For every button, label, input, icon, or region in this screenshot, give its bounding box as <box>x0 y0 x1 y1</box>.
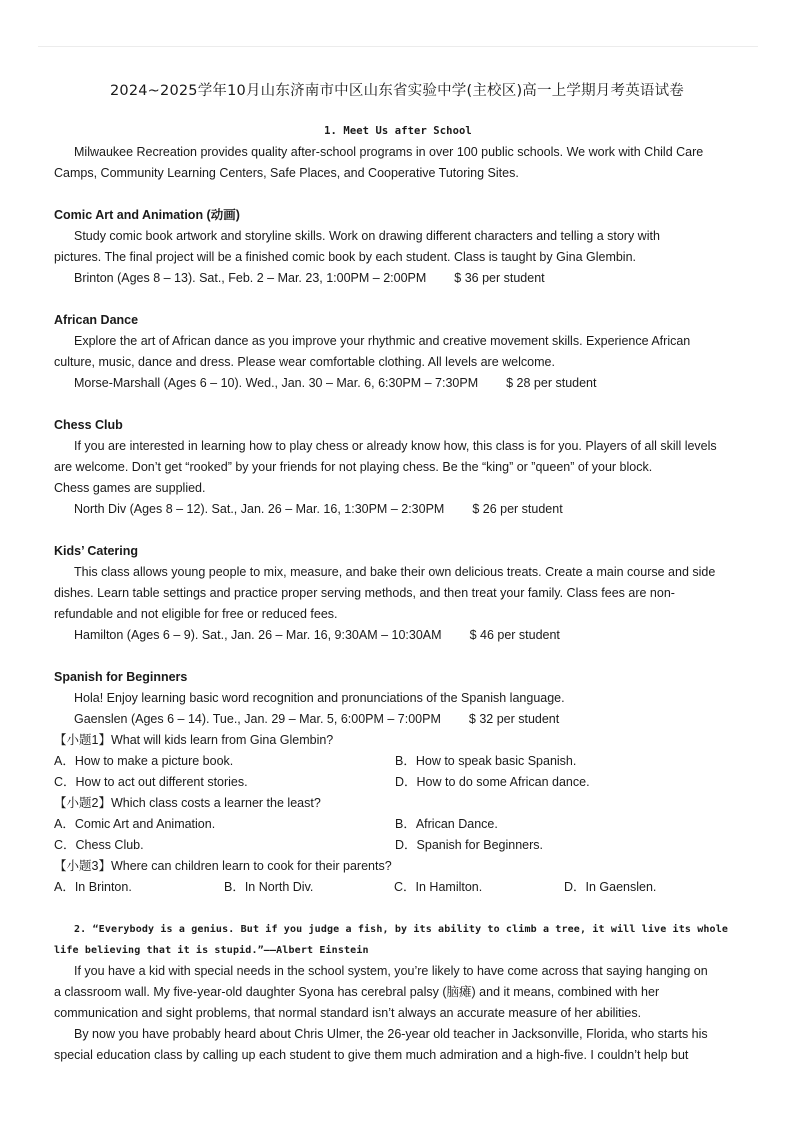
option-b: B．African Dance. <box>395 817 498 831</box>
option-c: C．In Hamilton. <box>394 880 483 894</box>
section-title-comic-art: Comic Art and Animation (动画) <box>54 208 240 222</box>
option-b: B．How to speak basic Spanish. <box>395 754 577 768</box>
passage2-quote-line: life believing that it is stupid.”——Albert Einstein <box>54 945 369 956</box>
section-text-line: Explore the art of African dance as you improve your rhythmic and creative movement skills. Experience African <box>74 334 691 348</box>
section-schedule <box>54 499 742 520</box>
section-text-line: refundable and not eligible for free or reduced fees. <box>54 607 338 621</box>
option-a: A．In Brinton. <box>54 880 132 894</box>
passage2-text-line: If you have a kid with special needs in the school system, you’re likely to have come across that saying hanging on <box>74 964 708 978</box>
passage1-intro-line: Camps, Community Learning Centers, Safe Places, and Cooperative Tutoring Sites. <box>54 166 519 180</box>
schedule-text: Hamilton (Ages 6 – 9). Sat., Jan. 26 – Mar. 16, 9:30AM – 10:30AM <box>74 628 442 642</box>
section-text-line: Hola! Enjoy learning basic word recognition and pronunciations of the Spanish language. <box>74 691 565 705</box>
options-row <box>54 772 742 793</box>
section-text-line: Study comic book artwork and storyline skills. Work on drawing different characters and telling a story with <box>74 229 660 243</box>
section-text-line: dishes. Learn table settings and practice proper serving methods, and then treat your family. Class fees are non- <box>54 586 675 600</box>
option-d: D．Spanish for Beginners. <box>395 838 543 852</box>
schedule-text: Gaenslen (Ages 6 – 14). Tue., Jan. 29 – Mar. 5, 6:00PM – 7:00PM <box>74 712 441 726</box>
section-title-kids-catering: Kids’ Catering <box>54 544 139 558</box>
section-title-african-dance: African Dance <box>54 313 139 327</box>
options-row <box>54 814 742 835</box>
passage2-text-line: a classroom wall. My five-year-old daughter Syona has cerebral palsy (脑瘫) and it means, combined with her <box>54 985 660 999</box>
schedule-text: Brinton (Ages 8 – 13). Sat., Feb. 2 – Mar. 23, 1:00PM – 2:00PM <box>74 271 427 285</box>
passage2-text-line: communication and sight problems, that normal standard isn’t always an accurate measure of her abilities. <box>54 1006 642 1020</box>
section-text-line: culture, music, dance and dress. Please wear comfortable clothing. All levels are welcome. <box>54 355 555 369</box>
price-text: $ 46 per student <box>469 628 560 642</box>
passage1-heading: 1. Meet Us after School <box>324 125 472 137</box>
option-d: D．In Gaenslen. <box>564 880 657 894</box>
schedule-text: Morse-Marshall (Ages 6 – 10). Wed., Jan. 30 – Mar. 6, 6:30PM – 7:30PM <box>74 376 479 390</box>
section-schedule <box>54 268 742 289</box>
option-c: C．Chess Club. <box>54 838 144 852</box>
exam-title: 2024~2025学年10月山东济南市中区山东省实验中学(主校区)高一上学期月考英语试卷 <box>109 83 684 99</box>
section-schedule <box>54 373 742 394</box>
section-title-chess-club: Chess Club <box>54 418 123 432</box>
section-schedule <box>54 709 742 730</box>
passage2-quote-line: 2. “Everybody is a genius. But if you judge a fish, by its ability to climb a tree, it will live its whole <box>74 924 729 935</box>
section-text-line: Chess games are supplied. <box>54 481 206 495</box>
option-c: C．How to act out different stories. <box>54 775 248 789</box>
question-2: 【小题2】Which class costs a learner the least? <box>54 796 321 810</box>
passage2-text-line: By now you have probably heard about Chris Ulmer, the 26-year old teacher in Jacksonville, Florida, who starts his <box>74 1027 708 1041</box>
section-text-line: This class allows young people to mix, measure, and bake their own delicious treats. Create a main course and side <box>74 565 716 579</box>
passage2-text-line: special education class by calling up each student to give them much admiration and a high-five. I couldn’t help but <box>54 1048 689 1062</box>
document-body <box>54 121 742 1066</box>
passage1-intro-line: Milwaukee Recreation provides quality after-school programs in over 100 public schools. We work with Child Care <box>74 145 704 159</box>
section-text-line: pictures. The final project will be a finished comic book by each student. Class is taught by Gina Glembin. <box>54 250 637 264</box>
option-d: D．How to do some African dance. <box>395 775 590 789</box>
section-schedule <box>54 625 742 646</box>
section-title-spanish: Spanish for Beginners <box>54 670 188 684</box>
options-row <box>54 877 742 898</box>
schedule-text: North Div (Ages 8 – 12). Sat., Jan. 26 – Mar. 16, 1:30PM – 2:30PM <box>74 502 445 516</box>
price-text: $ 36 per student <box>454 271 545 285</box>
page-top-rule <box>38 46 758 47</box>
question-1: 【小题1】What will kids learn from Gina Glembin? <box>54 733 334 747</box>
price-text: $ 26 per student <box>472 502 563 516</box>
section-text-line: If you are interested in learning how to play chess or already know how, this class is for you. Players of all skill levels <box>74 439 717 453</box>
option-b: B．In North Div. <box>224 880 314 894</box>
price-text: $ 32 per student <box>468 712 560 726</box>
option-a: A．Comic Art and Animation. <box>54 817 216 831</box>
options-row <box>54 751 742 772</box>
section-text-line: are welcome. Don’t get “rooked” by your friends for not playing chess. Be the “king” or ”queen” of your block. <box>54 460 653 474</box>
option-a: A．How to make a picture book. <box>54 754 234 768</box>
question-3: 【小题3】Where can children learn to cook for their parents? <box>54 859 392 873</box>
price-text: $ 28 per student <box>506 376 597 390</box>
options-row <box>54 835 742 856</box>
